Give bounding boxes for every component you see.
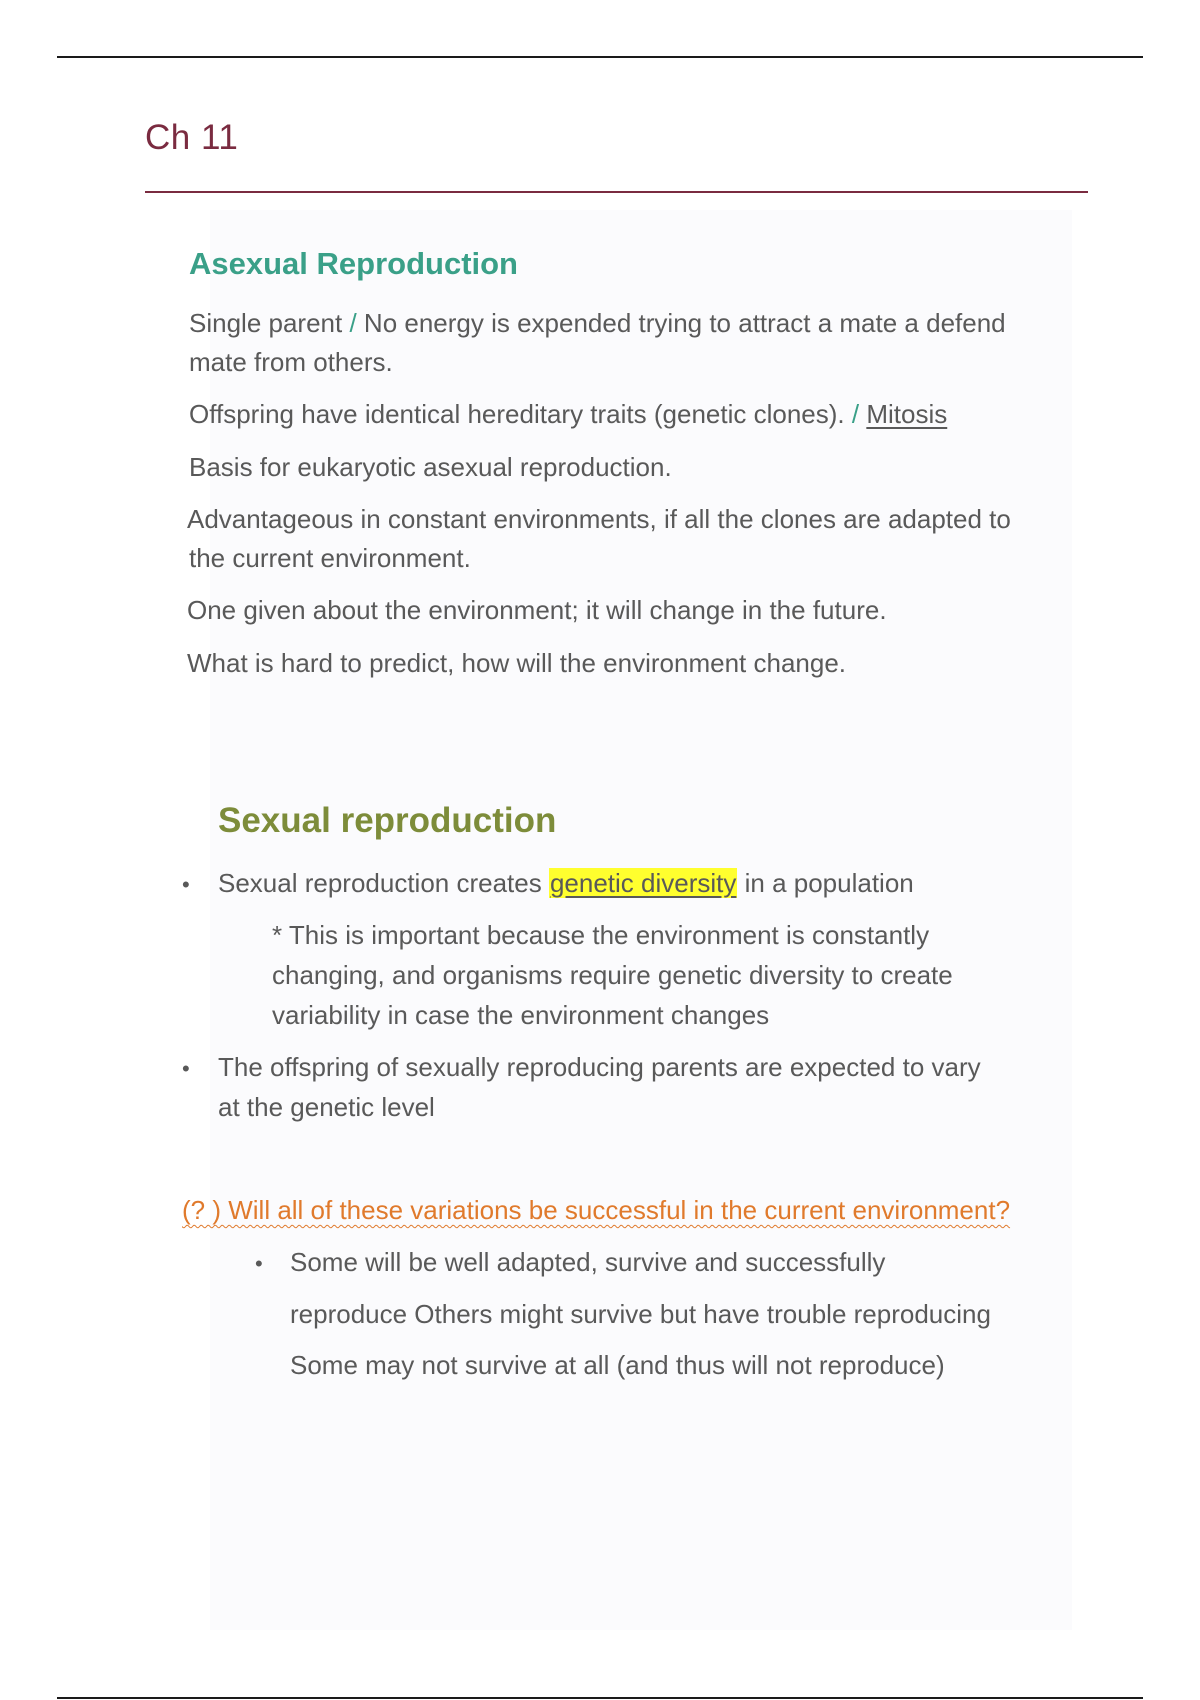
- bullet-marker: •: [182, 1056, 190, 1081]
- asexual-line-1-cont: mate from others.: [189, 347, 393, 377]
- title-underline-rule: [145, 191, 1088, 193]
- page-bottom-border: [57, 1697, 1143, 1699]
- answer-line-2: reproduce Others might survive but have trouble reproducing: [290, 1299, 991, 1329]
- asexual-line-4-cont: the current environment.: [189, 543, 471, 573]
- document-title: Ch 11: [145, 118, 239, 157]
- bullet-marker: •: [182, 872, 190, 897]
- sexual-bullet-1-b: in a population: [737, 868, 914, 898]
- asexual-line-4: Advantageous in constant environments, if all the clones are adapted to: [187, 504, 1011, 534]
- slash-separator: /: [851, 399, 860, 429]
- bullet-marker: •: [255, 1251, 263, 1276]
- sexual-bullet-2: The offspring of sexually reproducing parents are expected to vary: [218, 1052, 981, 1082]
- sexual-heading: Sexual reproduction: [218, 801, 557, 840]
- slash-separator: /: [349, 308, 357, 338]
- answer-line-3: Some may not survive at all (and thus will not reproduce): [290, 1350, 945, 1380]
- note-line-1: * This is important because the environment is constantly: [272, 920, 930, 950]
- question-prompt: (? ) Will all of these variations be successful in the current environment?: [182, 1195, 1011, 1225]
- answer-line-1: Some will be well adapted, survive and successfully: [290, 1247, 886, 1277]
- asexual-line-3: Basis for eukaryotic asexual reproduction.: [189, 452, 672, 482]
- asexual-heading: Asexual Reproduction: [189, 246, 518, 281]
- asexual-line-2-a: Offspring have identical hereditary traits (genetic clones).: [189, 399, 852, 429]
- note-line-3: variability in case the environment changes: [272, 1000, 770, 1030]
- asexual-line-2: [189, 395, 947, 434]
- asexual-line-5: One given about the environment; it will change in the future.: [187, 595, 887, 625]
- sexual-bullet-2-cont: at the genetic level: [218, 1092, 435, 1122]
- mitosis-link[interactable]: Mitosis: [866, 399, 948, 429]
- asexual-line-6: What is hard to predict, how will the environment change.: [187, 648, 847, 678]
- asexual-line-1: [189, 304, 1006, 343]
- sexual-bullet-1-a: Sexual reproduction creates: [218, 868, 549, 898]
- asexual-line-1-b: No energy is expended trying to attract a mate a defend: [356, 308, 1006, 338]
- page-top-border: [57, 56, 1143, 58]
- note-line-2: changing, and organisms require genetic diversity to create: [272, 960, 953, 990]
- genetic-diversity-highlight[interactable]: genetic diversity: [549, 868, 737, 898]
- sexual-bullet-1: [218, 864, 914, 903]
- asexual-line-1-a: Single parent: [189, 308, 350, 338]
